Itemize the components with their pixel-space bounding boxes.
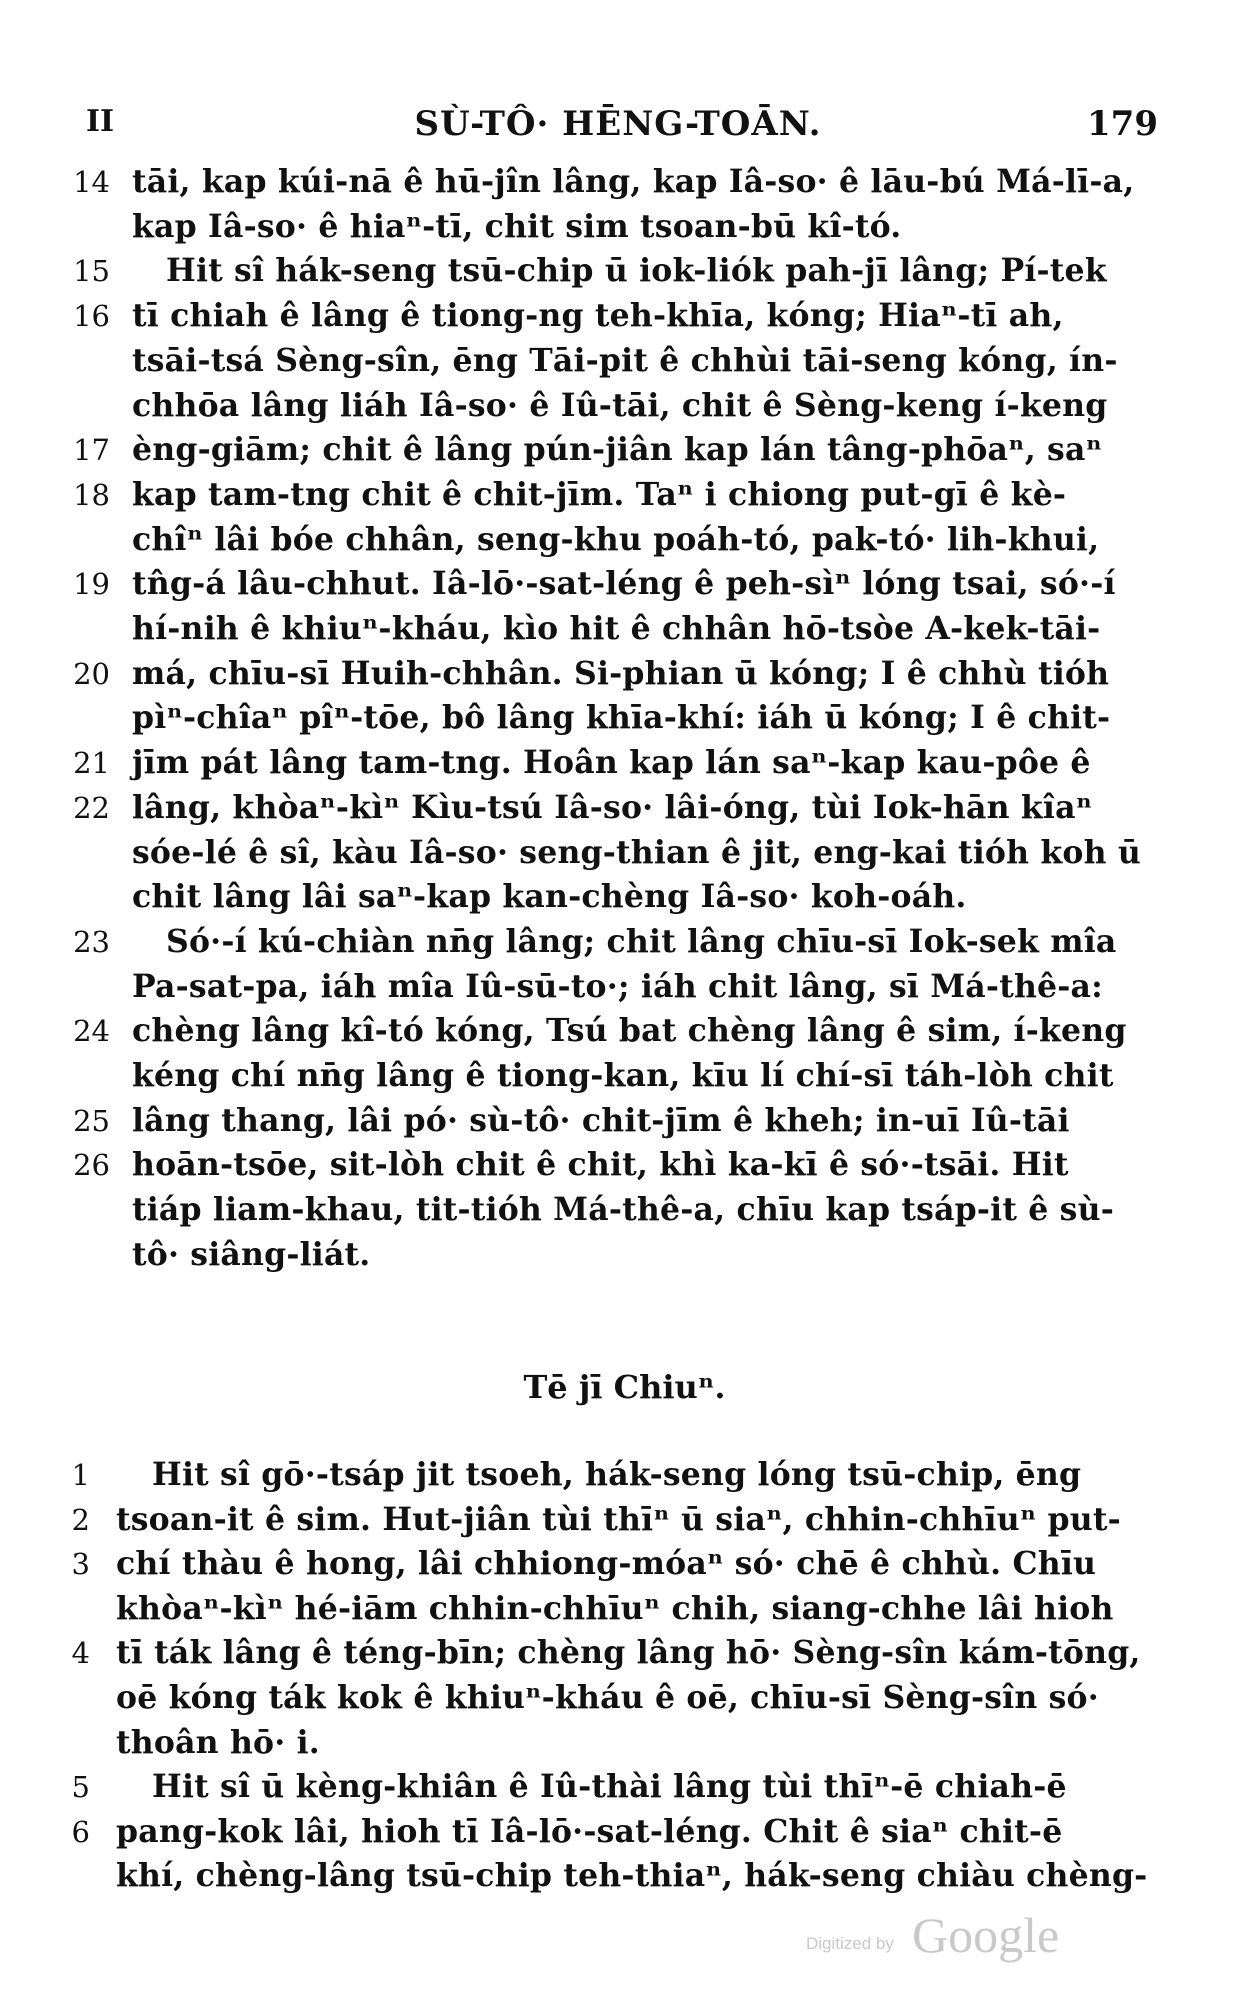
verse-number: 25 [73, 1103, 110, 1138]
verse-text: má, chīu-sī Huih-chhân. Si-phian ū kóng; I ê chhù tióh [132, 654, 1110, 692]
page-number: 179 [1087, 104, 1158, 144]
verse-number: 14 [73, 165, 110, 199]
verse-number: 19 [73, 567, 110, 602]
verse-text: èng-giām; chit ê lâng pún-jiân kap lán tâng-phōaⁿ, saⁿ [132, 431, 1103, 469]
chapter-title: Tē jī Chiuⁿ. [523, 1368, 726, 1406]
text-line [0, 562, 1249, 606]
watermark-prefix: Digitized by [806, 1934, 894, 1953]
verse-number: 2 [71, 1502, 90, 1537]
text-line [0, 1854, 1249, 1898]
verse-number: 20 [73, 656, 110, 691]
text-line [0, 920, 1249, 964]
verse-number: 26 [73, 1148, 110, 1183]
text-line [0, 607, 1249, 651]
text-line [0, 1810, 1249, 1854]
verse-text: jīm pát lâng tam-tng. Hoân kap lán saⁿ-kap kau-pôe ê [132, 744, 1091, 782]
verse-text: lâng thang, lâi pó· sù-tô· chit-jīm ê kheh; in-uī Iû-tāi [132, 1101, 1070, 1139]
verse-number: 17 [73, 433, 110, 468]
text-line [0, 1498, 1249, 1542]
watermark-brand-logo: Google [912, 1907, 1060, 1963]
text-line [0, 1542, 1249, 1586]
text-line [0, 384, 1249, 428]
text-line [0, 160, 1249, 204]
verse-text: lâng, khòaⁿ-kìⁿ Kìu-tsú Iâ-so· lâi-óng, tùi Iok-hān kîaⁿ [132, 788, 1093, 826]
verse-number: 24 [73, 1014, 110, 1049]
text-line [0, 741, 1249, 785]
verse-text: Hit sî hák-seng tsū-chip ū iok-liók pah-jī lâng; Pí-tek [166, 252, 1107, 290]
verse-number: 23 [73, 924, 110, 959]
verse-text: chîⁿ lâi bóe chhân, seng-khu poáh-tó, pak-tó· lih-khui, [132, 520, 1100, 558]
verse-number: 16 [73, 299, 110, 334]
verse-text: tī ták lâng ê téng-bīn; chèng lâng hō· Sèng-sîn kám-tōng, [116, 1634, 1141, 1672]
verse-text: tsoan-it ê sim. Hut-jiân tùi thīⁿ ū siaⁿ, chhin-chhīuⁿ put- [116, 1500, 1121, 1538]
verse-number: 1 [71, 1458, 90, 1492]
text-line [0, 294, 1249, 338]
text-line [0, 1009, 1249, 1053]
running-header [78, 104, 1158, 148]
text-line [0, 1631, 1249, 1675]
text-line [0, 1453, 1249, 1497]
verse-text: tô· siâng-liát. [132, 1235, 371, 1273]
verse-number: 5 [71, 1770, 90, 1805]
verse-text: hoān-tsōe, sit-lòh chit ê chit, khì ka-kī ê só·-tsāi. Hit [132, 1146, 1069, 1184]
text-line [0, 1721, 1249, 1765]
text-line [0, 205, 1249, 249]
verse-number: 21 [73, 746, 110, 781]
text-line [0, 1143, 1249, 1187]
verse-text: Só·-í kú-chiàn nn̄g lâng; chit lâng chīu-sī Iok-sek mîa [166, 922, 1117, 960]
text-line [0, 1765, 1249, 1809]
verse-text: hí-nih ê khiuⁿ-kháu, kìo hit ê chhân hō-tsòe A-kek-tāi- [132, 610, 1101, 647]
verse-text: kap tam-tng chit ê chit-jīm. Taⁿ i chiong put-gī ê kè- [132, 475, 1067, 513]
verse-text: tn̂g-á lâu-chhut. Iâ-lō·-sat-léng ê peh-sìⁿ lóng tsai, só·-í [132, 565, 1116, 603]
verse-text: pìⁿ-chîaⁿ pîⁿ-tōe, bô lâng khīa-khí: iáh ū kóng; I ê chit- [132, 699, 1111, 737]
text-line [0, 1188, 1249, 1232]
text-line [0, 518, 1249, 562]
verse-text: kéng chí nn̄g lâng ê tiong-kan, kīu lí chí-sī táh-lòh chit [132, 1057, 1114, 1094]
verse-text: chit lâng lâi saⁿ-kap kan-chèng Iâ-so· koh-oáh. [132, 878, 967, 916]
text-line [0, 965, 1249, 1009]
verse-text: khòaⁿ-kìⁿ hé-iām chhin-chhīuⁿ chih, siang-chhe lâi hioh [116, 1589, 1114, 1627]
verse-text: tiáp liam-khau, tit-tióh Má-thê-a, chīu kap tsáp-it ê sù- [132, 1191, 1114, 1229]
verse-text: tī chiah ê lâng ê tiong-ng teh-khīa, kóng; Hiaⁿ-tī ah, [132, 297, 1064, 335]
verse-number: 18 [73, 477, 110, 512]
verse-text: Hit sî ū kèng-khiân ê Iû-thài lâng tùi thīⁿ-ē chiah-ē [152, 1768, 1067, 1806]
verse-text: tsāi-tsá Sèng-sîn, ēng Tāi-pit ê chhùi tāi-seng kóng, ín- [132, 341, 1118, 379]
verse-text: oē kóng ták kok ê khiuⁿ-kháu ê oē, chīu-sī Sèng-sîn só· [116, 1679, 1099, 1716]
chapter-roman-numeral: II [86, 104, 115, 139]
verse-number: 4 [71, 1636, 90, 1671]
verse-text: Pa-sat-pa, iáh mîa Iû-sū-to·; iáh chit lâng, sī Má-thê-a: [132, 967, 1103, 1005]
text-line [0, 1676, 1249, 1720]
text-line [0, 696, 1249, 740]
text-line [0, 1054, 1249, 1098]
text-line [0, 875, 1249, 919]
verse-text: pang-kok lâi, hioh tī Iâ-lō·-sat-léng. Chit ê siaⁿ chit-ē [116, 1812, 1063, 1850]
text-line [0, 339, 1249, 383]
text-line [0, 473, 1249, 517]
text-line [0, 786, 1249, 830]
verse-text: chhōa lâng liáh Iâ-so· ê Iû-tāi, chit ê Sèng-keng í-keng [132, 386, 1108, 424]
text-line [0, 1233, 1249, 1277]
text-line [0, 652, 1249, 696]
verse-number: 3 [71, 1547, 90, 1582]
verse-text: khí, chèng-lâng tsū-chip teh-thiaⁿ, hák-seng chiàu chèng- [116, 1857, 1148, 1895]
text-line [0, 428, 1249, 472]
verse-number: 22 [73, 790, 110, 825]
text-line [0, 1099, 1249, 1143]
digitized-watermark [806, 1906, 1066, 1966]
text-line [0, 249, 1249, 293]
verse-text: chí thàu ê hong, lâi chhiong-móaⁿ só· chē ê chhù. Chīu [116, 1545, 1097, 1583]
verse-text: sóe-lé ê sî, kàu Iâ-so· seng-thian ê jit, eng-kai tióh koh ū [132, 833, 1142, 871]
verse-text: tāi, kap kúi-nā ê hū-jîn lâng, kap Iâ-so· ê lāu-bú Má-lī-a, [132, 163, 1135, 200]
text-line [0, 1587, 1249, 1631]
verse-text: kap Iâ-so· ê hiaⁿ-tī, chit sim tsoan-bū kî-tó. [132, 207, 902, 245]
verse-number: 15 [73, 254, 110, 289]
verse-text: Hit sî gō·-tsáp jit tsoeh, hák-seng lóng tsū-chip, ēng [152, 1456, 1082, 1493]
running-title: SÙ-TÔ· HĒNG-TOĀN. [414, 104, 822, 144]
verse-text: chèng lâng kî-tó kóng, Tsú bat chèng lâng ê sim, í-keng [132, 1012, 1127, 1050]
text-line [0, 831, 1249, 875]
verse-number: 6 [71, 1814, 90, 1849]
verse-text: thoân hō· i. [116, 1723, 320, 1761]
